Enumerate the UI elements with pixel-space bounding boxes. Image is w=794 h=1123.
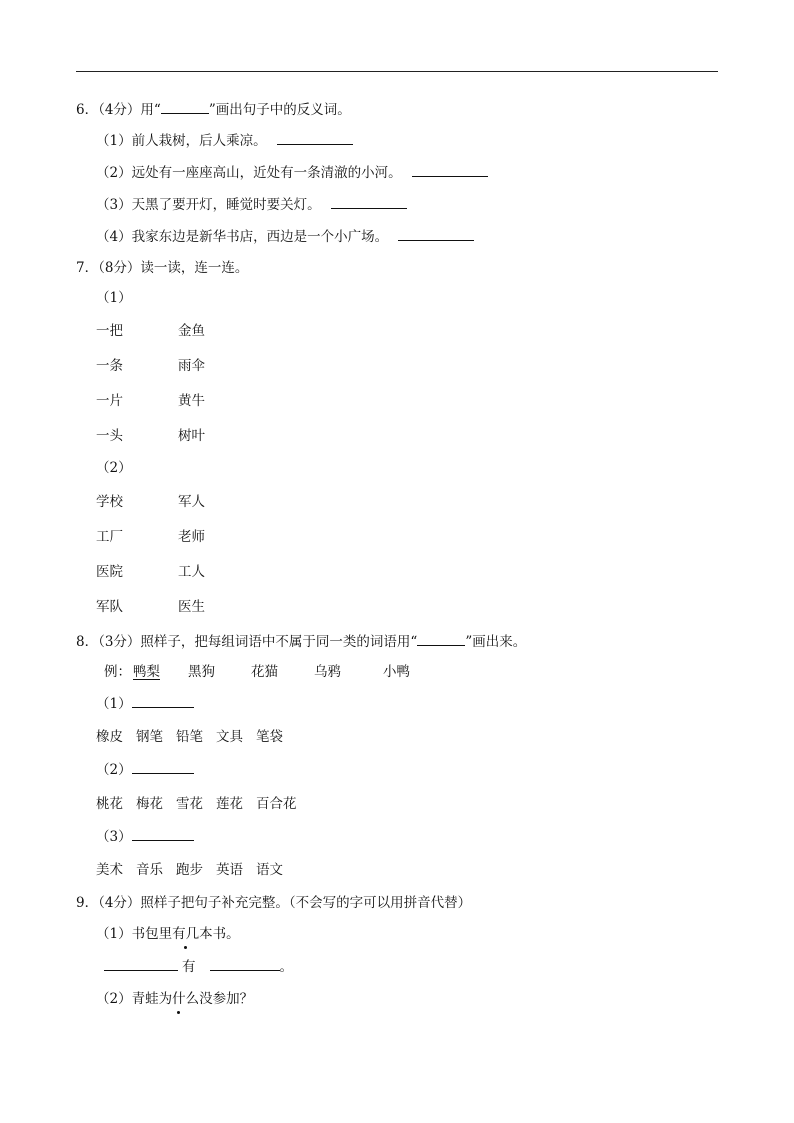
q9-item-2: （2）青蛙为什么没参加？ xyxy=(96,991,254,1007)
word-option[interactable]: 英语 xyxy=(216,862,243,878)
word-option[interactable]: 百合花 xyxy=(256,796,297,812)
q7-title: 7．（8分）读一读，连一连。 xyxy=(76,260,249,276)
q9-title: 9．（4分）照样子把句子补充完整。（不会写的字可以用拼音代替） xyxy=(76,895,472,911)
word-option[interactable]: 音乐 xyxy=(136,862,163,878)
q9-item-1: （1）书包里有几本书。 xyxy=(96,926,240,942)
q7-left-word[interactable]: 工厂 xyxy=(96,529,123,545)
word-option[interactable]: 文具 xyxy=(216,729,243,745)
word-option[interactable]: 橡皮 xyxy=(96,729,123,745)
answer-blank[interactable] xyxy=(104,958,178,971)
answer-blank[interactable] xyxy=(277,132,353,145)
q9-fill-line: 有 。 xyxy=(104,958,293,976)
q7-right-word[interactable]: 雨伞 xyxy=(178,358,205,374)
q6-item-4: （4）我家东边是新华书店，西边是一个小广场。 xyxy=(96,228,474,246)
answer-blank[interactable] xyxy=(210,958,280,971)
q6-item-1: （1）前人栽树，后人乘凉。 xyxy=(96,132,353,150)
q8-group-3-words xyxy=(96,861,283,879)
q7-right-word[interactable]: 树叶 xyxy=(178,428,205,444)
q7-right-word[interactable]: 老师 xyxy=(178,529,205,545)
answer-blank[interactable] xyxy=(412,164,488,177)
q7-left-word[interactable]: 军队 xyxy=(96,599,123,615)
q7-left-word[interactable]: 一片 xyxy=(96,393,123,409)
word-option[interactable]: 笔袋 xyxy=(256,729,283,745)
word-option[interactable]: 莲花 xyxy=(216,796,243,812)
word-option[interactable]: 跑步 xyxy=(176,862,203,878)
answer-blank[interactable] xyxy=(132,695,194,708)
q7-left-word[interactable]: 医院 xyxy=(96,564,123,580)
q8-group-3-label: （3） xyxy=(96,828,194,846)
example-word: 小鸭 xyxy=(383,664,410,680)
q6-title: 6．（4分）用“ ”画出句子中的反义词。 xyxy=(76,102,351,118)
q7-part1-label: （1） xyxy=(96,290,132,306)
q7-right-word[interactable]: 医生 xyxy=(178,599,205,615)
q6-item-2: （2）远处有一座座高山，近处有一条清澈的小河。 xyxy=(96,164,488,182)
q8-example: 例： 鸭梨 黑狗 花猫 乌鸦 小鸭 xyxy=(104,664,410,680)
q8-title: 8．（3分）照样子，把每组词语中不属于同一类的词语用“ ”画出来。 xyxy=(76,634,527,650)
q8-group-1-label: （1） xyxy=(96,695,194,713)
q7-left-word[interactable]: 一条 xyxy=(96,358,123,374)
q8-group-2-label: （2） xyxy=(96,761,194,779)
word-option[interactable]: 雪花 xyxy=(176,796,203,812)
example-word-underlined: 鸭梨 xyxy=(133,664,160,680)
sample-blank xyxy=(161,101,209,114)
sample-blank xyxy=(417,633,465,646)
q8-group-1-words xyxy=(96,728,283,746)
q8-group-2-words xyxy=(96,795,297,813)
dotted-emphasis: 有几 xyxy=(172,926,200,942)
q6-item-3: （3）天黑了要开灯，睡觉时要关灯。 xyxy=(96,196,407,214)
q7-left-word[interactable]: 一把 xyxy=(96,323,123,339)
word-option[interactable]: 梅花 xyxy=(136,796,163,812)
header-rule xyxy=(76,71,718,72)
q7-part2-label: （2） xyxy=(96,460,132,476)
word-option[interactable]: 美术 xyxy=(96,862,123,878)
word-option[interactable]: 钢笔 xyxy=(136,729,163,745)
answer-blank[interactable] xyxy=(132,828,194,841)
word-option[interactable]: 语文 xyxy=(256,862,283,878)
q7-left-word[interactable]: 一头 xyxy=(96,428,123,444)
q7-right-word[interactable]: 金鱼 xyxy=(178,323,205,339)
example-word: 花猫 xyxy=(251,664,278,680)
answer-blank[interactable] xyxy=(398,228,474,241)
q7-right-word[interactable]: 工人 xyxy=(178,564,205,580)
q7-right-word[interactable]: 黄牛 xyxy=(178,393,205,409)
word-option[interactable]: 桃花 xyxy=(96,796,123,812)
q7-right-word[interactable]: 军人 xyxy=(178,494,205,510)
example-word: 黑狗 xyxy=(188,664,215,680)
example-word: 乌鸦 xyxy=(314,664,341,680)
dotted-emphasis: 为什么 xyxy=(158,991,200,1007)
answer-blank[interactable] xyxy=(331,196,407,209)
answer-blank[interactable] xyxy=(132,761,194,774)
q7-left-word[interactable]: 学校 xyxy=(96,494,123,510)
word-option[interactable]: 铅笔 xyxy=(176,729,203,745)
